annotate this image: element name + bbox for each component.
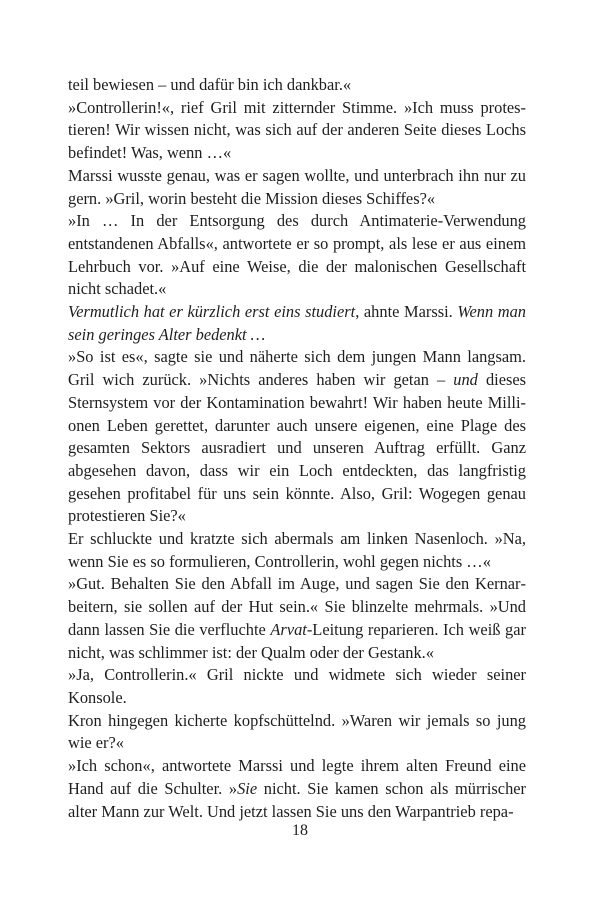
paragraph	[68, 528, 526, 573]
text-run: dieses Sternsystem vor der Kontamination bewahrt! Wir haben heute Millionen Leben gerettet, darunter auch unsere eigenen, eine Plage des gesamten Sektors ausradiert und unseren Auftrag erfüllt. Ganz abgesehen davon, dass wir ein Loch entdeckten, das langfristig gesehen profitabel für uns sein könnte. Also, Gril: Wogegen genau protestieren Sie?«	[68, 370, 526, 526]
italic-text: Arvat	[270, 619, 307, 639]
text-run: »Ich schon«, antwortete Marssi und legte ihrem alten Freund eine Hand auf die Schulter. »	[68, 756, 526, 798]
paragraph	[68, 165, 526, 210]
paragraph	[68, 210, 526, 301]
text-run: Er schluckte und kratzte sich abermals am linken Nasenloch. »Na, wenn Sie es so formulieren, Controllerin, wohl gegen nichts …«	[68, 529, 526, 571]
italic-text: Sie	[237, 778, 258, 798]
text-run: »In … In der Entsorgung des durch Antimaterie-Verwendung entstandenen Abfalls«, antwortete er so prompt, als lese er aus einem Lehrbuch vor. »Auf eine Weise, die der malonischen Gesellschaft nicht schadet.«	[68, 211, 526, 299]
paragraph	[68, 755, 526, 823]
text-run: -Leitung reparieren. Ich weiß gar nicht, was schlimmer ist: der Qualm oder der Gestank.«	[68, 619, 526, 662]
paragraph	[68, 710, 526, 755]
paragraph	[68, 301, 526, 346]
text-run: »Controllerin!«, rief Gril mit zitternder Stimme. »Ich muss protestieren! Wir wissen nicht, was sich auf der anderen Seite dieses Lochs befindet! Was, wenn …«	[68, 97, 526, 163]
paragraph	[68, 664, 526, 709]
text-run: Kron hingegen kicherte kopfschüttelnd. »Waren wir jemals so jung wie er?«	[68, 710, 526, 753]
paragraph	[68, 346, 526, 528]
paragraph	[68, 97, 526, 165]
paragraph	[68, 573, 526, 664]
text-run: , ahnte Marssi.	[355, 302, 458, 322]
text-run: nicht. Sie kamen schon als mürrischer alter Mann zur Welt. Und jetzt lassen Sie uns den Warpantrieb repa-	[68, 778, 526, 821]
text-run: teil bewiesen – und dafür bin ich dankbar.«	[68, 75, 352, 94]
text-run: Marssi wusste genau, was er sagen wollte, und unterbrach ihn nur zu gern. »Gril, worin besteht die Mission dieses Schiffes?«	[68, 165, 526, 208]
text-run: »So ist es«, sagte sie und näherte sich dem jungen Mann langsam. Gril wich zurück. »Nichts anderes haben wir getan –	[68, 347, 526, 390]
text-run: »Ja, Controllerin.« Gril nickte und widmete sich wieder seiner Konsole.	[68, 665, 526, 707]
text-run: »Gut. Behalten Sie den Abfall im Auge, und sagen Sie den Kernarbeitern, sie sollen auf der Hut sein.« Sie blinzelte mehrmals. »Und dann lassen Sie die verfluchte	[68, 574, 526, 639]
italic-text: Vermutlich hat er kürzlich erst eins studiert	[68, 302, 356, 322]
page-number: 18	[292, 822, 308, 839]
body-text	[68, 74, 526, 823]
italic-text: Wenn man sein geringes Alter bedenkt …	[68, 302, 526, 344]
italic-text: und	[453, 370, 478, 390]
paragraph	[68, 74, 526, 97]
